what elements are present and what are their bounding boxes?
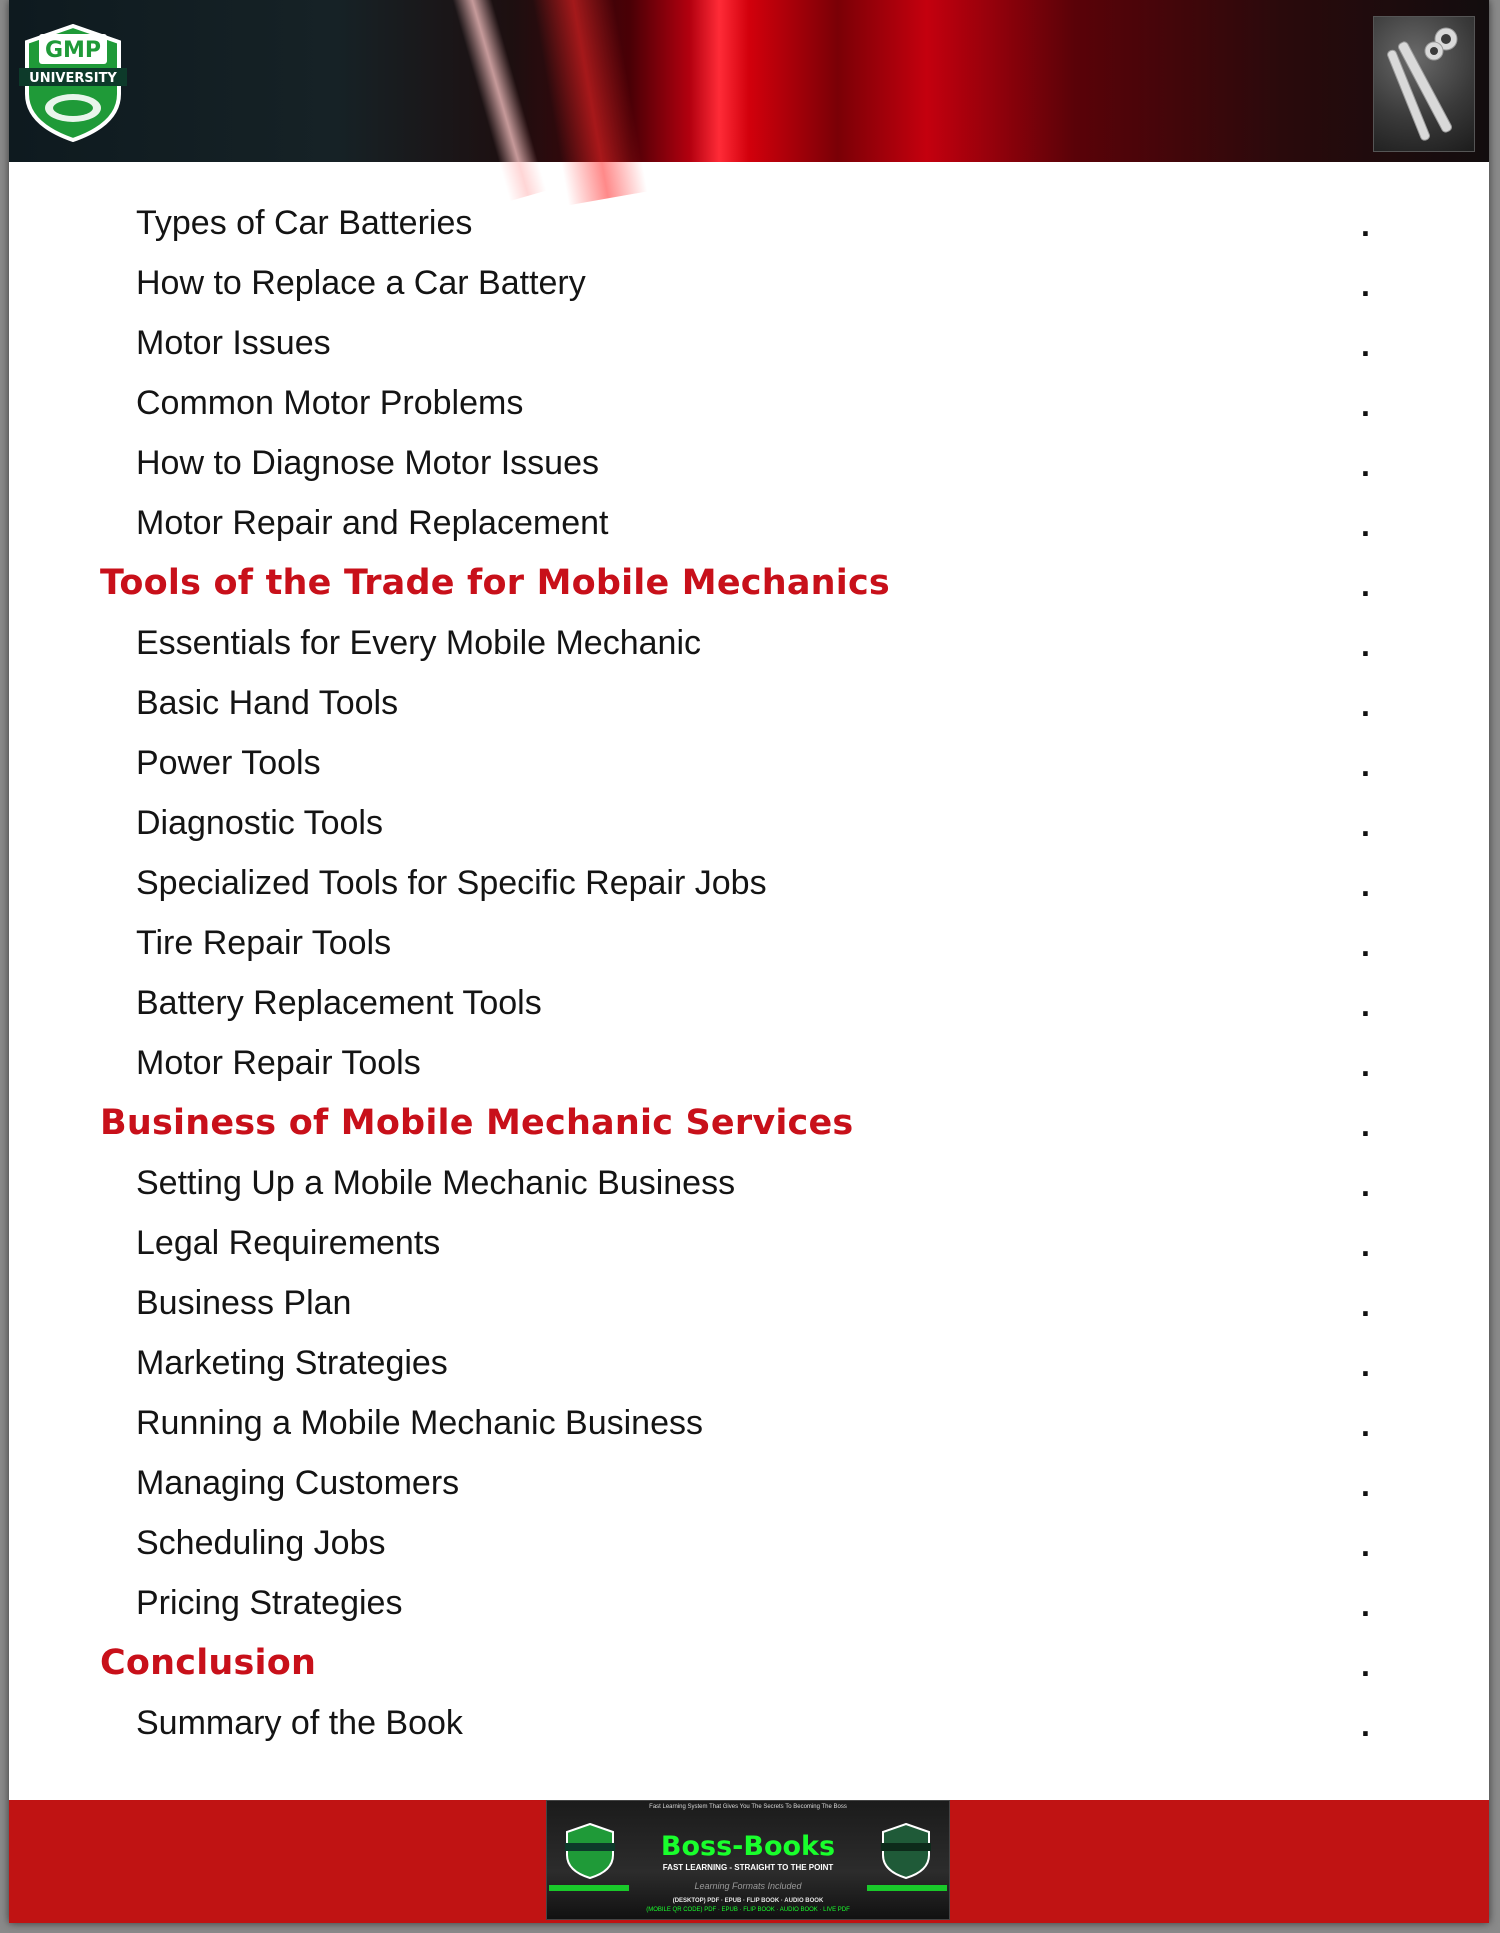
toc-entry-row[interactable] (9, 920, 1489, 980)
toc-page-leader: . (1361, 387, 1370, 423)
toc-entry-title[interactable]: Diagnostic Tools (136, 804, 383, 842)
toc-chapter-title[interactable]: Business of Mobile Mechanic Services (100, 1103, 854, 1143)
page-header (9, 0, 1489, 162)
toc-entry-title[interactable]: Scheduling Jobs (136, 1524, 386, 1562)
toc-page-leader: . (1361, 1167, 1370, 1203)
toc-entry-title[interactable]: Essentials for Every Mobile Mechanic (136, 624, 702, 662)
toc-entry-row[interactable] (9, 260, 1489, 320)
logo-university-text: UNIVERSITY (29, 71, 117, 86)
toc-page-leader: . (1361, 1407, 1370, 1443)
toc-page-leader: . (1361, 627, 1370, 663)
wrenches-photo (1373, 16, 1475, 152)
toc-page-leader: . (1361, 1467, 1370, 1503)
toc-chapter-row[interactable] (9, 560, 1489, 620)
toc-page-leader: . (1361, 267, 1370, 303)
banner-green-bar (549, 1885, 629, 1891)
toc-page-leader: . (1361, 207, 1370, 243)
toc-entry-row[interactable] (9, 1160, 1489, 1220)
toc-entry-row[interactable] (9, 440, 1489, 500)
header-light-streak (449, 0, 546, 201)
toc-entry-title[interactable]: Types of Car Batteries (136, 204, 473, 242)
table-of-contents (9, 200, 1489, 1760)
toc-entry-row[interactable] (9, 380, 1489, 440)
toc-entry-title[interactable]: Specialized Tools for Specific Repair Jobs (136, 864, 767, 902)
banner-formats-mobile: (MOBILE QR CODE) PDF · EPUB · FLIP BOOK · AUDIO BOOK · LIVE PDF (646, 1907, 850, 1913)
toc-entry-title[interactable]: Common Motor Problems (136, 384, 524, 422)
toc-entry-row[interactable] (9, 620, 1489, 680)
toc-page-leader: . (1361, 1527, 1370, 1563)
toc-entry-row[interactable] (9, 1580, 1489, 1640)
toc-entry-title[interactable]: Tire Repair Tools (136, 924, 392, 962)
toc-entry-title[interactable]: Legal Requirements (136, 1224, 441, 1262)
toc-entry-row[interactable] (9, 1040, 1489, 1100)
toc-entry-title[interactable]: Battery Replacement Tools (136, 984, 542, 1022)
toc-page-leader: . (1361, 1707, 1370, 1743)
toc-page-leader: . (1361, 327, 1370, 363)
toc-chapter-title[interactable]: Conclusion (100, 1643, 317, 1683)
toc-entry-title[interactable]: Summary of the Book (136, 1704, 463, 1742)
page-footer (9, 1800, 1489, 1923)
toc-page-leader: . (1361, 1047, 1370, 1083)
toc-entry-row[interactable] (9, 320, 1489, 380)
toc-page-leader: . (1361, 987, 1370, 1023)
toc-entry-title[interactable]: Basic Hand Tools (136, 684, 399, 722)
toc-entry-row[interactable] (9, 740, 1489, 800)
toc-page-leader: . (1361, 1227, 1370, 1263)
toc-entry-title[interactable]: Running a Mobile Mechanic Business (136, 1404, 703, 1442)
banner-brand: Boss-Books (660, 1831, 836, 1862)
logo-gmp-text: GMP (44, 38, 102, 63)
toc-entry-title[interactable]: Marketing Strategies (136, 1344, 448, 1382)
toc-page-leader: . (1361, 1107, 1370, 1143)
toc-entry-row[interactable] (9, 800, 1489, 860)
toc-entry-row[interactable] (9, 1220, 1489, 1280)
toc-entry-row[interactable] (9, 980, 1489, 1040)
banner-top-text: Fast Learning System That Gives You The Secrets To Becoming The Boss (649, 1804, 847, 1810)
document-page (9, 0, 1489, 1923)
toc-page-leader: . (1361, 1647, 1370, 1683)
toc-page-leader: . (1361, 1587, 1370, 1623)
toc-page-leader: . (1361, 1347, 1370, 1383)
toc-entry-title[interactable]: Setting Up a Mobile Mechanic Business (136, 1164, 736, 1202)
toc-entry-title[interactable]: Motor Repair and Replacement (136, 504, 609, 542)
toc-entry-row[interactable] (9, 860, 1489, 920)
toc-entry-title[interactable]: Managing Customers (136, 1464, 460, 1502)
toc-entry-row[interactable] (9, 680, 1489, 740)
banner-green-bar (867, 1885, 947, 1891)
boss-books-banner[interactable] (546, 1800, 950, 1920)
toc-entry-row[interactable] (9, 1280, 1489, 1340)
toc-page-leader: . (1361, 507, 1370, 543)
toc-entry-row[interactable] (9, 1520, 1489, 1580)
gmp-university-logo (19, 24, 127, 142)
toc-chapter-title[interactable]: Tools of the Trade for Mobile Mechanics (100, 563, 890, 603)
header-light-streak-2 (531, 0, 648, 205)
toc-entry-title[interactable]: Motor Repair Tools (136, 1044, 421, 1082)
toc-chapter-row[interactable] (9, 1100, 1489, 1160)
toc-page-leader: . (1361, 867, 1370, 903)
toc-entry-title[interactable]: Motor Issues (136, 324, 331, 362)
toc-entry-row[interactable] (9, 200, 1489, 260)
toc-page-leader: . (1361, 447, 1370, 483)
toc-page-leader: . (1361, 1287, 1370, 1323)
toc-page-leader: . (1361, 567, 1370, 603)
toc-page-leader: . (1361, 747, 1370, 783)
toc-entry-title[interactable]: How to Replace a Car Battery (136, 264, 586, 302)
banner-subtag: Learning Formats Included (694, 1881, 802, 1891)
toc-entry-title[interactable]: Pricing Strategies (136, 1584, 403, 1622)
toc-entry-row[interactable] (9, 1340, 1489, 1400)
shield-logo-icon (19, 24, 127, 142)
toc-entry-row[interactable] (9, 1700, 1489, 1760)
banner-tagline: FAST LEARNING - STRAIGHT TO THE POINT (662, 1863, 834, 1872)
toc-entry-title[interactable]: Power Tools (136, 744, 321, 782)
toc-page-leader: . (1361, 927, 1370, 963)
toc-chapter-row[interactable] (9, 1640, 1489, 1700)
toc-entry-row[interactable] (9, 1460, 1489, 1520)
toc-page-leader: . (1361, 687, 1370, 723)
toc-entry-title[interactable]: How to Diagnose Motor Issues (136, 444, 599, 482)
wrenches-photo-icon (1374, 17, 1474, 151)
toc-entry-row[interactable] (9, 1400, 1489, 1460)
banner-formats: (DESKTOP) PDF · EPUB · FLIP BOOK · AUDIO BOOK (672, 1898, 824, 1904)
toc-page-leader: . (1361, 807, 1370, 843)
toc-entry-row[interactable] (9, 500, 1489, 560)
m-university-mini-logo-icon (881, 1823, 931, 1879)
toc-entry-title[interactable]: Business Plan (136, 1284, 352, 1322)
